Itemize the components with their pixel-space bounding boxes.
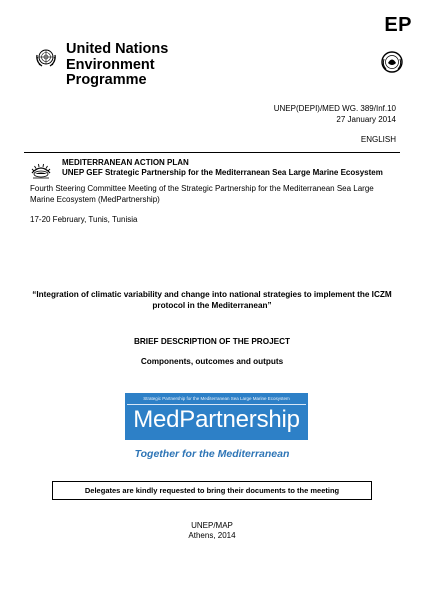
org-line-3: Programme — [66, 72, 147, 88]
document-title-line-1: “Integration of climatic variability and change into national strategies to implement the ICZM — [32, 290, 392, 299]
meeting-name: Fourth Steering Committee Meeting of the Strategic Partnership for the Mediterranean Sea Large Marine Ecosystem (MedPartnership) — [30, 184, 374, 204]
action-plan-title: MEDITERRANEAN ACTION PLAN — [62, 158, 189, 167]
meeting-dates: 17-20 February, Tunis, Tunisia — [30, 215, 138, 224]
un-emblem-icon — [34, 46, 58, 70]
document-title-line-2: protocol in the Mediterranean” — [152, 300, 272, 310]
document-symbol: UNEP(DEPI)/MED WG. 389/Inf.10 — [273, 104, 396, 113]
ep-tag: EP — [384, 14, 412, 36]
header-divider — [24, 152, 400, 153]
brief-heading: BRIEF DESCRIPTION OF THE PROJECT — [133, 337, 291, 346]
action-plan-subtitle: UNEP GEF Strategic Partnership for the Mediterranean Sea Large Marine Ecosystem — [62, 168, 383, 177]
footer — [0, 521, 424, 541]
document-language: ENGLISH — [360, 135, 396, 144]
org-line-1: United Nations — [66, 41, 169, 57]
unep-emblem-icon — [380, 50, 404, 74]
org-line-2: Environment — [66, 56, 155, 73]
document-date: 27 January 2014 — [336, 114, 396, 124]
components-heading: Components, outcomes and outputs — [140, 357, 284, 366]
footer-org: UNEP/MAP — [191, 521, 233, 530]
document-title — [28, 290, 396, 311]
banner-small-text: Strategic Partnership for the Mediterranean Sea Large Marine Ecosystem — [143, 396, 290, 401]
organization-name — [66, 42, 168, 89]
notice-text: Delegates are kindly requested to bring their documents to the meeting — [84, 486, 340, 495]
medpartnership-banner — [125, 393, 308, 440]
banner-tagline: Together for the Mediterranean — [134, 448, 290, 460]
notice-box — [52, 481, 372, 500]
action-plan-heading — [62, 158, 383, 178]
document-reference — [196, 104, 396, 146]
banner-main-text: MedPartnership — [133, 406, 300, 433]
footer-place: Athens, 2014 — [188, 531, 236, 540]
map-logo-icon — [30, 159, 52, 181]
